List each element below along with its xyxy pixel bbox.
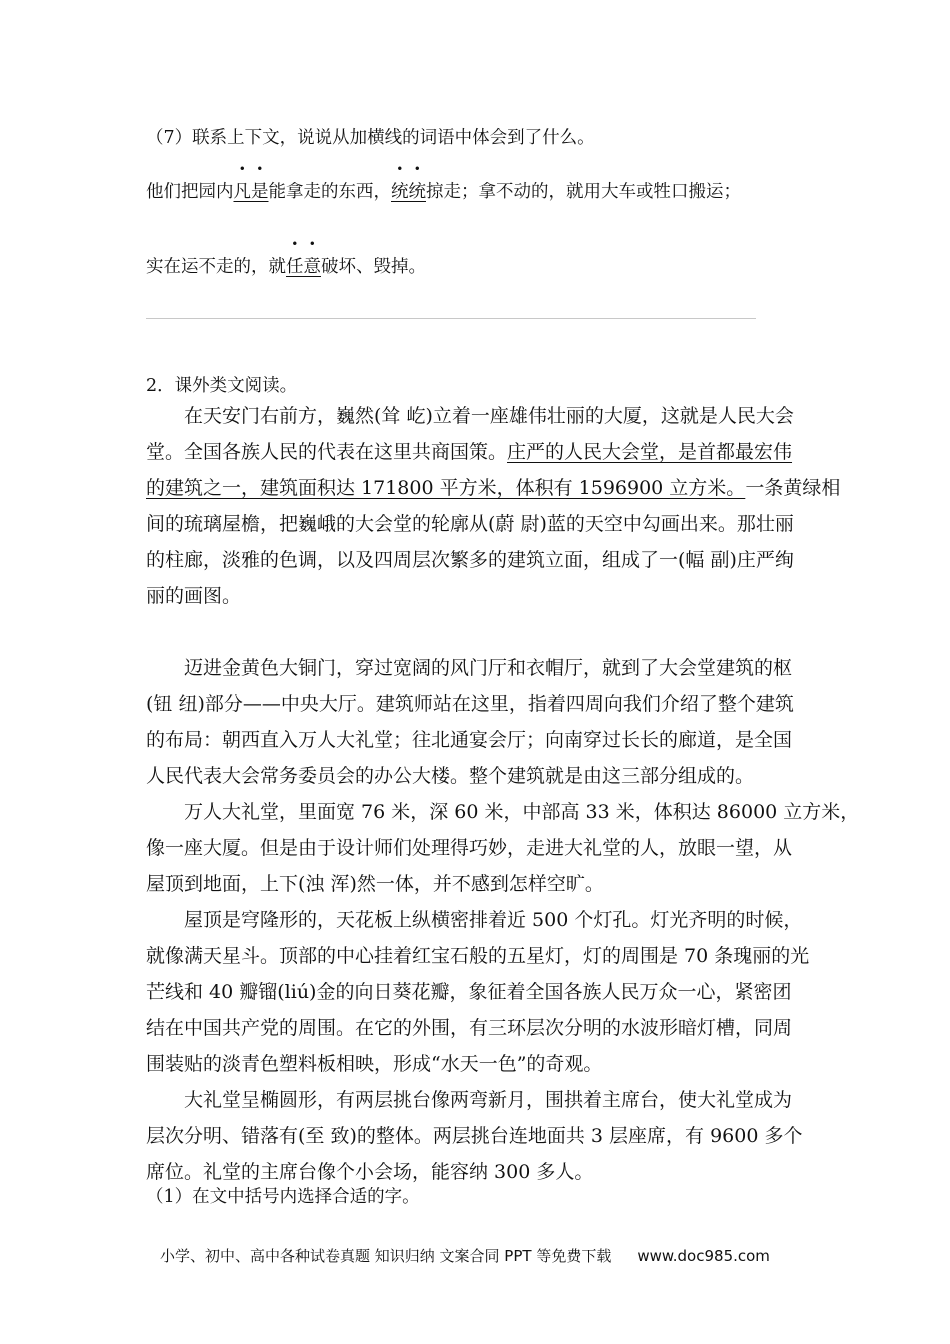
q7-s2-after: 破坏、毁掉。 xyxy=(321,257,426,277)
q7-sentence-2 xyxy=(146,237,426,278)
text-line: 间的琉璃屋檐，把巍峨的大会堂的轮廓从(蔚 尉)蓝的天空中勾画出来。那壮丽 xyxy=(146,513,794,535)
text-line: 像一座大厦。但是由于设计师们处理得巧妙，走进大礼堂的人，放眼一望，从 xyxy=(146,837,793,859)
underlined-sentence: 的建筑之一，建筑面积达 171800 平方米，体积有 1596900 立方米。 xyxy=(146,477,746,499)
text-line: (钮 纽)部分——中央大厅。建筑师站在这里，指着四周向我们介绍了整个建筑 xyxy=(146,693,794,715)
text-line: 围装贴的淡青色塑料板相映，形成“水天一色”的奇观。 xyxy=(146,1053,603,1075)
question-7-prompt: （7）联系上下文，说说从加横线的词语中体会到了什么。 xyxy=(146,128,595,148)
text-line: 万人大礼堂，里面宽 76 米，深 60 米，中部高 33 米，体积达 86000 立方米， xyxy=(184,801,860,823)
underlined-sentence: 庄严的人民大会堂，是首都最宏伟 xyxy=(507,441,793,463)
text-line: 大礼堂呈椭圆形，有两层挑台像两弯新月，围拱着主席台，使大礼堂成为 xyxy=(184,1089,793,1111)
underlined-word-fanshi: • • 凡是 xyxy=(233,162,269,202)
text-line: 层次分明、错落有(至 致)的整体。两层挑台连地面共 3 层座席，有 9600 多个 xyxy=(146,1125,803,1147)
page-footer xyxy=(160,1245,770,1266)
q7-s1-before: 他们把园内 xyxy=(146,182,234,202)
text-line: 人民代表大会常务委员会的办公大楼。整个建筑就是由这三部分组成的。 xyxy=(146,765,755,787)
text-line: 屋顶到地面，上下(浊 浑)然一体，并不感到怎样空旷。 xyxy=(146,873,604,895)
underlined-word-tongtong: • • 统统 xyxy=(391,162,426,202)
underlined-word-renyi: • • 任意 xyxy=(286,237,321,277)
passage-paragraph-5 xyxy=(146,1082,810,1190)
text-line: 芒线和 40 瓣镏(liú)金的向日葵花瓣，象征着全国各族人民万众一心，紧密团 xyxy=(146,981,792,1003)
q7-s1-middle: 能拿走的东西， xyxy=(268,182,391,202)
q7-sentence-1 xyxy=(146,162,741,203)
text-line: 的建筑之一，建筑面积达 171800 平方米，体积有 1596900 立方米。一条黄绿相 xyxy=(146,477,841,499)
text-line: 席位。礼堂的主席台像个小会场，能容纳 300 多人。 xyxy=(146,1161,594,1183)
question-1: （1）在文中括号内选择合适的字。 xyxy=(146,1187,420,1207)
passage-paragraph-1 xyxy=(146,398,841,614)
answer-blank-line[interactable] xyxy=(146,318,756,319)
passage-paragraph-4 xyxy=(146,902,810,1082)
text-line: 的柱廊，淡雅的色调，以及四周层次繁多的建筑立面，组成了一(幅 副)庄严绚 xyxy=(146,549,794,571)
footer-url[interactable]: www.doc985.com xyxy=(637,1247,770,1265)
text-line: 结在中国共产党的周围。在它的外围，有三环层次分明的水波形暗灯槽，同周 xyxy=(146,1017,793,1039)
text-line: 的布局：朝西直入万人大礼堂；往北通宴会厅；向南穿过长长的廊道，是全国 xyxy=(146,729,793,751)
passage-paragraph-2 xyxy=(146,650,810,794)
q7-s1-after: 掠走；拿不动的，就用大车或牲口搬运； xyxy=(426,182,741,202)
section-2-heading: 2．课外类文阅读。 xyxy=(146,376,298,396)
passage-paragraph-3 xyxy=(146,794,860,902)
text-line: 迈进金黄色大铜门，穿过宽阔的风门厅和衣帽厅，就到了大会堂建筑的枢 xyxy=(184,657,793,679)
text-line: 堂。全国各族人民的代表在这里共商国策。庄严的人民大会堂，是首都最宏伟 xyxy=(146,441,793,463)
text-line: 屋顶是穹隆形的，天花板上纵横密排着近 500 个灯孔。灯光齐明的时候， xyxy=(184,909,803,931)
q7-s2-before: 实在运不走的，就 xyxy=(146,257,286,277)
emphasis-dots: • • xyxy=(238,162,264,176)
emphasis-dots: • • xyxy=(291,237,316,251)
emphasis-dots: • • xyxy=(396,162,421,176)
text-line: 在天安门右前方，巍然(耸 屹)立着一座雄伟壮丽的大厦，这就是人民大会 xyxy=(184,405,794,427)
footer-text: 小学、初中、高中各种试卷真题 知识归纳 文案合同 PPT 等免费下载 xyxy=(160,1247,612,1265)
text-line: 丽的画图。 xyxy=(146,585,242,607)
text-line: 就像满天星斗。顶部的中心挂着红宝石般的五星灯，灯的周围是 70 条瑰丽的光 xyxy=(146,945,810,967)
